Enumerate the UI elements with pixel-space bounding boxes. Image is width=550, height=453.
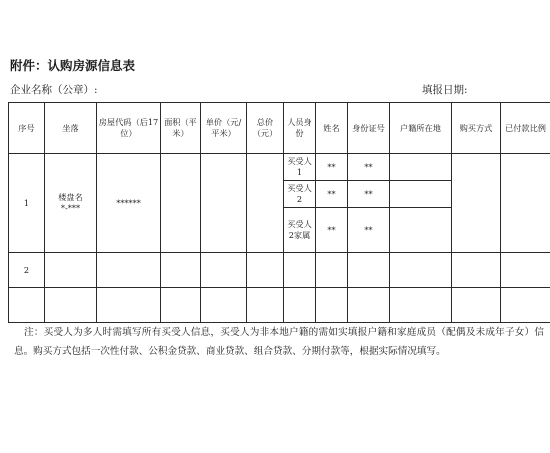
header-house-code: 房屋代码（后17位） [97,103,161,154]
row1-house-code: ****** [97,154,161,253]
header-seq: 序号 [9,103,45,154]
row1-unit-price [201,154,247,253]
buyer2-identity: 买受人2 [284,181,316,208]
header-total-price: 总价（元） [247,103,284,154]
buyer2-family-id-number: ** [348,208,390,253]
header-location: 坐落 [45,103,97,154]
header-hukou: 户籍所在地 [390,103,452,154]
buyer1-identity: 买受人1 [284,154,316,181]
buyer1-id-number: ** [348,154,390,181]
header-unit-price: 单价（元/平米） [201,103,247,154]
row1-seq: 1 [9,154,45,253]
row1-location [45,154,97,253]
buyer2-id-number: ** [348,181,390,208]
table-header-row [9,103,550,154]
row2-seq: 2 [9,253,45,288]
buyer2-family-identity: 买受人2家属 [284,208,316,253]
footnote: 注：买受人为多人时需填写所有买受人信息，买受人为非本地户籍的需如实填报户籍和家庭成员（配偶及未成年子女）信息。购买方式包括一次性付款、公积金贷款、商业贷款、组合贷款、分期付款等，根据实际情况填写。 [14,327,544,357]
buyer1-name: ** [316,154,348,181]
header-person-identity: 人员身份 [284,103,316,154]
form-title: 附件：认购房源信息表 [10,58,136,73]
header-area: 面积（平米） [161,103,201,154]
header-paid-ratio: 已付款比例 [501,103,550,154]
buyer2-family-name: ** [316,208,348,253]
table-row [9,253,550,288]
buyer2-family-hukou [390,208,452,253]
buyer2-name: ** [316,181,348,208]
table-row [9,288,550,323]
header-purchase-method: 购买方式 [452,103,501,154]
location-name: 楼盘名 [58,192,83,202]
house-info-table [8,102,550,323]
buyer2-hukou [390,181,452,208]
table-row [9,154,550,181]
row1-area [161,154,201,253]
header-name: 姓名 [316,103,348,154]
row1-purchase-method [452,154,501,253]
location-unit: *-*** [60,203,81,213]
company-name-label: 企业名称（公章）: [10,84,98,96]
row1-total-price [247,154,284,253]
header-id-number: 身份证号 [348,103,390,154]
fill-date-label: 填报日期: [422,84,468,96]
row1-paid-ratio [501,154,550,253]
buyer1-hukou [390,154,452,181]
